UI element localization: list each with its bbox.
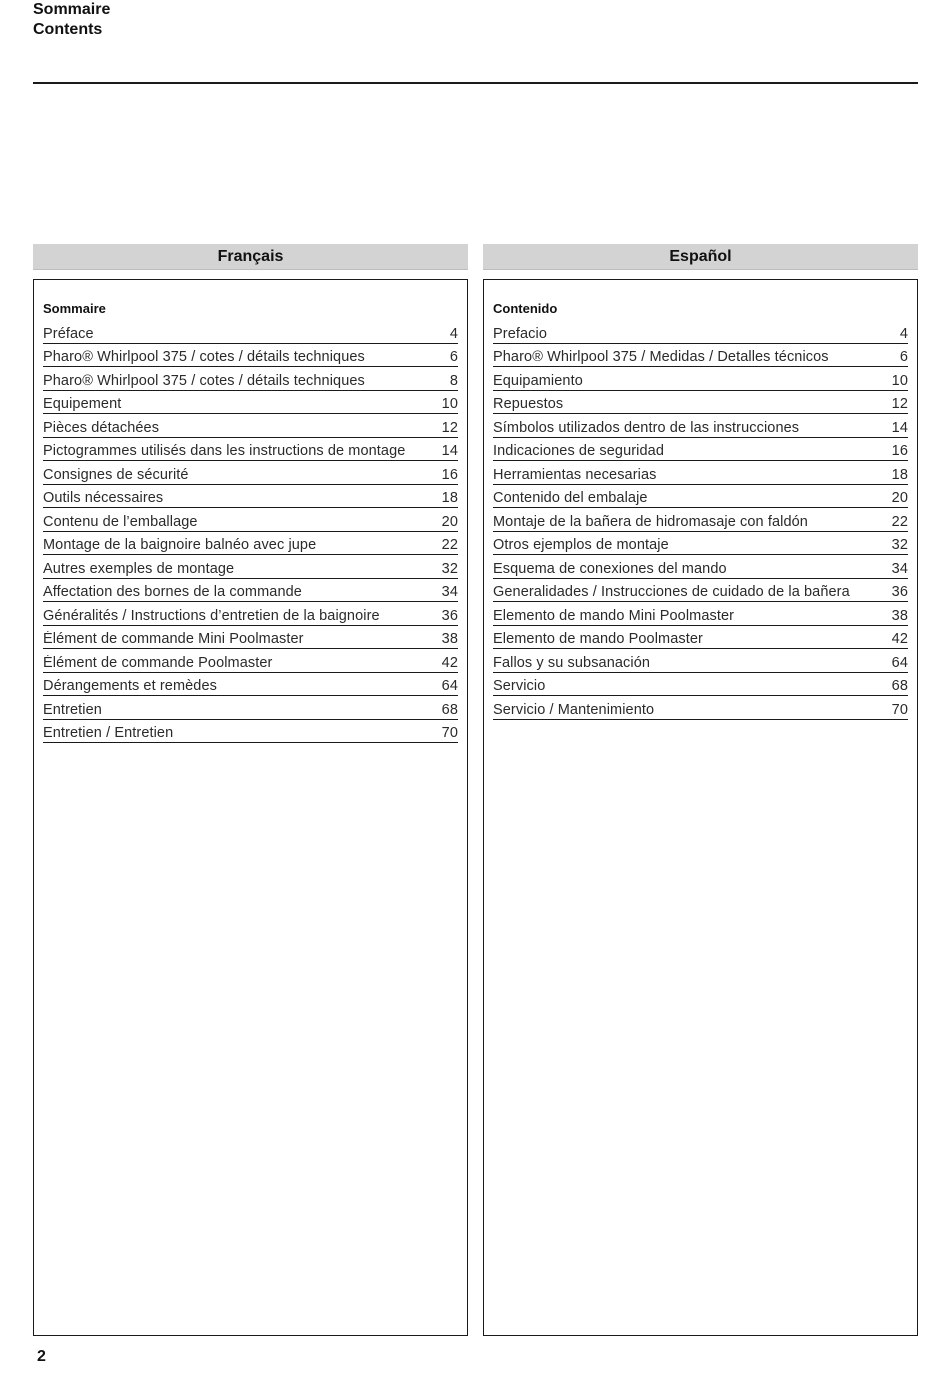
toc-entry-title: Généralités / Instructions d’entretien de la baignoire	[43, 607, 380, 624]
toc-entry[interactable]	[43, 414, 458, 438]
toc-entry-title: Esquema de conexiones del mando	[493, 560, 727, 577]
toc-list-francais	[43, 320, 458, 743]
toc-box-espanol	[483, 279, 918, 1336]
toc-entry-title: Pharo® Whirlpool 375 / cotes / détails techniques	[43, 372, 365, 389]
toc-entry[interactable]	[43, 438, 458, 462]
toc-entry[interactable]	[43, 532, 458, 556]
toc-entry-page: 20	[441, 513, 458, 530]
toc-entry-title: Servicio / Mantenimiento	[493, 701, 655, 718]
toc-entry[interactable]	[493, 320, 908, 344]
column-title-francais: Français	[33, 244, 468, 270]
toc-entry-page: 70	[441, 725, 458, 741]
toc-entry[interactable]	[43, 579, 458, 603]
toc-entry[interactable]	[43, 508, 458, 532]
toc-entry[interactable]	[493, 485, 908, 509]
toc-entry-title: Fallos y su subsanación	[493, 654, 651, 671]
toc-entry-title: Entretien	[43, 701, 102, 718]
toc-entry-page: 36	[891, 584, 908, 600]
toc-entry-title: Autres exemples de montage	[43, 560, 235, 577]
toc-entry[interactable]	[43, 344, 458, 368]
toc-entry-title: Montaje de la bañera de hidromasaje con faldón	[493, 513, 808, 530]
toc-entry-page: 38	[891, 607, 908, 624]
toc-entry[interactable]	[43, 461, 458, 485]
toc-entry-title: Pharo® Whirlpool 375 / Medidas / Detalles técnicos	[493, 349, 829, 365]
toc-heading-espanol: Contenido	[493, 301, 558, 316]
toc-entry[interactable]	[493, 367, 908, 391]
toc-entry-title: Pictogrammes utilisés dans les instructions de montage	[43, 443, 406, 459]
toc-entry-page: 42	[891, 631, 908, 647]
toc-entry[interactable]	[493, 696, 908, 720]
toc-entry-page: 10	[891, 372, 908, 389]
toc-entry-page: 68	[441, 701, 458, 718]
toc-entry[interactable]	[493, 461, 908, 485]
toc-entry-title: Elemento de mando Poolmaster	[493, 631, 703, 647]
toc-entry-page: 68	[891, 678, 908, 694]
toc-entry-page: 4	[899, 325, 908, 342]
toc-entry[interactable]	[43, 391, 458, 415]
toc-entry-title: Consignes de sécurité	[43, 466, 189, 483]
toc-entry-title: Herramientas necesarias	[493, 466, 657, 483]
toc-entry[interactable]	[493, 391, 908, 415]
toc-entry-page: 64	[441, 678, 458, 694]
toc-entry-title: Símbolos utilizados dentro de las instrucciones	[493, 419, 800, 436]
toc-entry-title: Entretien / Entretien	[43, 725, 174, 741]
toc-entry[interactable]	[43, 367, 458, 391]
toc-entry-title: Otros ejemplos de montaje	[493, 537, 669, 553]
toc-entry-page: 12	[441, 419, 458, 436]
toc-entry[interactable]	[43, 555, 458, 579]
toc-entry[interactable]	[493, 626, 908, 650]
toc-entry-title: Equipamiento	[493, 372, 583, 389]
toc-entry-title: Dérangements et remèdes	[43, 678, 217, 694]
toc-entry-title: Indicaciones de seguridad	[493, 443, 664, 459]
toc-entry-page: 32	[891, 537, 908, 553]
toc-entry-title: Montage de la baignoire balnéo avec jupe	[43, 537, 317, 553]
column-espanol	[483, 244, 918, 718]
toc-entry[interactable]	[43, 485, 458, 509]
toc-entry-title: Élément de commande Mini Poolmaster	[43, 631, 304, 647]
toc-entry[interactable]	[493, 414, 908, 438]
toc-entry-title: Elemento de mando Mini Poolmaster	[493, 607, 735, 624]
toc-entry-page: 14	[441, 443, 458, 459]
toc-entry-page: 6	[449, 349, 458, 365]
toc-entry-page: 14	[891, 419, 908, 436]
header-divider	[33, 82, 918, 84]
toc-entry-page: 42	[441, 654, 458, 671]
toc-entry[interactable]	[493, 579, 908, 603]
toc-entry[interactable]	[493, 602, 908, 626]
toc-entry-page: 12	[891, 396, 908, 412]
toc-entry-title: Prefacio	[493, 325, 547, 342]
toc-entry-page: 64	[891, 654, 908, 671]
toc-entry-page: 16	[891, 443, 908, 459]
toc-entry[interactable]	[493, 555, 908, 579]
toc-entry[interactable]	[493, 344, 908, 368]
toc-heading-francais: Sommaire	[43, 301, 106, 316]
toc-entry[interactable]	[43, 320, 458, 344]
toc-entry-title: Outils nécessaires	[43, 490, 164, 506]
toc-entry-page: 20	[891, 490, 908, 506]
toc-entry-page: 10	[441, 396, 458, 412]
toc-entry-title: Affectation des bornes de la commande	[43, 584, 302, 600]
toc-entry-title: Préface	[43, 325, 94, 342]
header-title-contents: Contents	[33, 21, 103, 38]
toc-entry-title: Pharo® Whirlpool 375 / cotes / détails techniques	[43, 349, 365, 365]
page-number: 2	[37, 1348, 46, 1365]
toc-entry-title: Generalidades / Instrucciones de cuidado de la bañera	[493, 584, 850, 600]
toc-entry-title: Pièces détachées	[43, 419, 160, 436]
toc-entry[interactable]	[493, 673, 908, 697]
toc-entry-page: 4	[449, 325, 458, 342]
toc-entry-title: Servicio	[493, 678, 546, 694]
toc-entry[interactable]	[493, 508, 908, 532]
toc-entry[interactable]	[493, 649, 908, 673]
toc-entry-title: Contenido del embalaje	[493, 490, 648, 506]
toc-entry-title: Contenu de l’emballage	[43, 513, 198, 530]
column-francais	[33, 244, 468, 741]
toc-list-espanol	[493, 320, 908, 720]
toc-entry-page: 18	[891, 466, 908, 483]
toc-entry-page: 22	[441, 537, 458, 553]
toc-entry-page: 34	[891, 560, 908, 577]
toc-entry[interactable]	[43, 602, 458, 626]
toc-entry[interactable]	[43, 649, 458, 673]
toc-entry-page: 32	[441, 560, 458, 577]
header-title-sommaire: Sommaire	[33, 1, 111, 18]
toc-entry[interactable]	[493, 438, 908, 462]
toc-box-francais	[33, 279, 468, 1336]
toc-entry-page: 70	[891, 701, 908, 718]
toc-entry[interactable]	[43, 720, 458, 744]
page-header	[33, 0, 110, 40]
toc-entry-page: 16	[441, 466, 458, 483]
toc-entry-title: Élément de commande Poolmaster	[43, 654, 273, 671]
toc-entry[interactable]	[43, 673, 458, 697]
toc-entry-page: 38	[441, 631, 458, 647]
toc-entry-page: 8	[449, 372, 458, 389]
toc-entry[interactable]	[43, 626, 458, 650]
toc-entry-page: 36	[441, 607, 458, 624]
toc-entry-page: 6	[899, 349, 908, 365]
column-title-espanol: Español	[483, 244, 918, 270]
toc-entry[interactable]	[493, 532, 908, 556]
toc-entry-page: 18	[441, 490, 458, 506]
toc-entry[interactable]	[43, 696, 458, 720]
toc-entry-title: Equipement	[43, 396, 122, 412]
toc-entry-page: 34	[441, 584, 458, 600]
toc-entry-page: 22	[891, 513, 908, 530]
toc-entry-title: Repuestos	[493, 396, 564, 412]
